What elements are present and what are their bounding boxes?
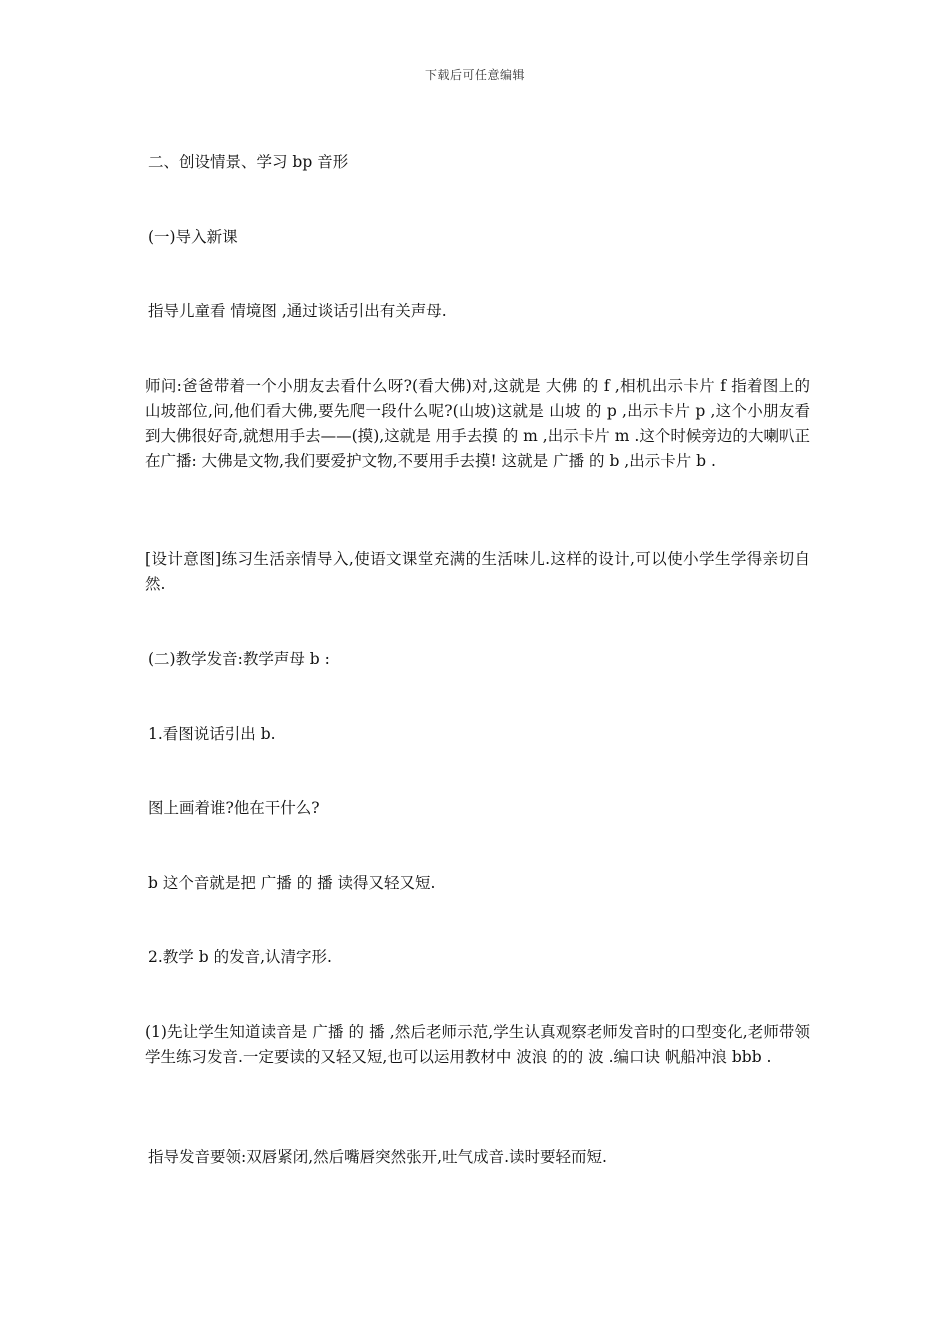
paragraph: 指导儿童看 情境图 ,通过谈话引出有关声母.: [148, 302, 447, 320]
paragraph: 图上画着谁?他在干什么?: [148, 799, 320, 817]
paragraph: (1)先让学生知道读音是 广播 的 播 ,然后老师示范,学生认真观察老师发音时的口型变化,老师带领学生练习发音.一定要读的又轻又短,也可以运用教材中 波浪 的的 波 .编口诀 帆船冲浪 bbb .: [145, 1023, 810, 1066]
page-header: 下载后可任意编辑: [424, 68, 525, 82]
subsection-heading: (二)教学发音:教学声母 b :: [148, 650, 330, 668]
paragraph: b 这个音就是把 广播 的 播 读得又轻又短.: [148, 874, 436, 892]
paragraph: 指导发音要领:双唇紧闭,然后嘴唇突然张开,吐气成音.读时要轻而短.: [148, 1148, 607, 1166]
section-heading: 二、创设情景、学习 bp 音形: [148, 153, 349, 171]
paragraph: [设计意图]练习生活亲情导入,使语文课堂充满的生活味儿.这样的设计,可以使小学生学得亲切自然.: [145, 550, 810, 593]
list-item: 1.看图说话引出 b.: [148, 725, 276, 743]
subsection-heading: (一)导入新课: [148, 228, 238, 246]
paragraph: 师问:爸爸带着一个小朋友去看什么呀?(看大佛)对,这就是 大佛 的 f ,相机出示卡片 f 指着图上的山坡部位,问,他们看大佛,要先爬一段什么呢?(山坡)这就是 山坡 的 p ,出示卡片 p ,这个小朋友看到大佛很好奇,就想用手去——(摸),这就是 用手去摸 的 m ,出示卡片 m .这个时候旁边的大喇叭正在广播: 大佛是文物,我们要爱护文物,不要用手去摸! 这就是 广播 的 b ,出示卡片 b .: [145, 377, 810, 470]
list-item: 2.教学 b 的发音,认清字形.: [148, 948, 332, 966]
